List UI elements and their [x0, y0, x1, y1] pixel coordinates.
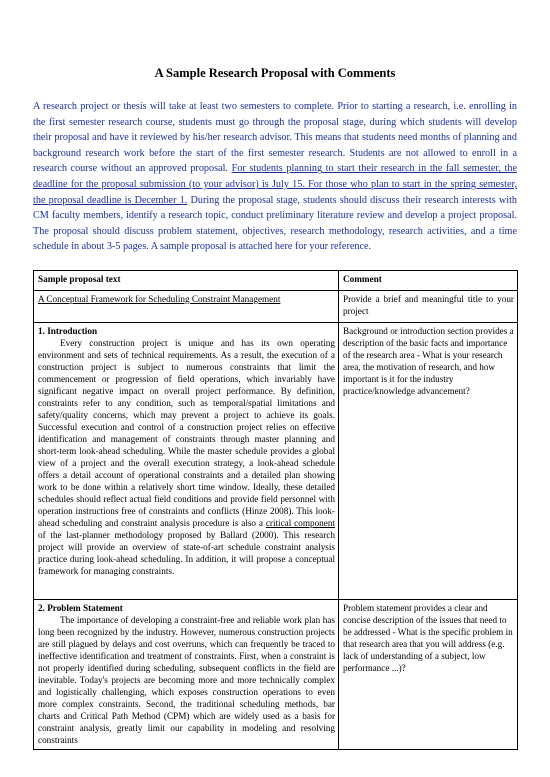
deadline-text: For students planning to start their research in the fall semester, the deadline for the proposal submission (to your advisor) is July 15. For those who plan to start in the spring semester, the proposal deadline is December 1.: [33, 163, 517, 206]
problem-statement-text: The importance of developing a constraint-free and reliable work plan has long been recognized by the industry. However, numerous construction projects are still plagued by delays and cost overruns, which can frequently be traced to ineffective identification and treatment of constraints. First, when a constraint is not properly identified during scheduling, subsequent conflicts in the field are inevitable. Today's projects are becoming more and more technically complex and logistically challenging, which exposes construction operations to even more complex constraints. Second, the traditional scheduling methods, bar charts and Critical Path Method (CPM) which are widely used as a basis for constraint analysis, greatly limit our capability in modeling and resolving constraints: [38, 615, 335, 745]
sample-title: A Conceptual Framework for Scheduling Constraint Management: [38, 294, 281, 304]
document-title: A Sample Research Proposal with Comments: [154, 66, 396, 80]
problem-statement-comment: Problem statement provides a clear and concise description of the issues that need to be addressed - What is the specific problem in that research area that you will address (e.g. lack of understanding of a subject, low performance ...)?: [339, 600, 518, 750]
table-row: [34, 291, 518, 323]
problem-statement-cell: [34, 600, 339, 750]
introduction-text-b: of the last-planner methodology proposed by Ballard (2000). This research project will provide an overview of state-of-art schedule constraint analysis practice during look-ahead scheduling. In addition, it will propose a conceptual framework for managing constraints.: [38, 530, 335, 576]
critical-component-link: critical component: [265, 518, 336, 528]
title-comment: Provide a brief and meaningful title to your project: [339, 291, 518, 323]
intro-paragraph: [33, 99, 517, 255]
introduction-text-a: Every construction project is unique and has its own operating environment and sets of technical requirements. As a result, the execution of a construction project is subject to numerous constraints that limit the commencement or progression of field operations, which invariably have significant negative impact on overall project performance. By definition, constraints refer to any condition, such as temporal/spatial limitations and safety/quality concerns, which may prevent a project to achieve its goals. Successful execution and control of a construction project relies on effective identification and management of constraints through master planning and short-term look-ahead scheduling. While the master schedule provides a global view of a project and the overall execution strategy, a look-ahead schedule offers a detail account of operational constraints and a detailed plan showing work to be done within a relatively short time window. Ideally, these detailed schedules should reflect actual field conditions and provide field personnel with operation instructions free of constraints and conflicts (Hinze 2008). This look-ahead scheduling and constraint analysis procedure is also a: [38, 338, 335, 528]
introduction-cell: [34, 323, 339, 600]
introduction-comment: Background or introduction section provides a description of the basic facts and importance of the research area - What is your research area, the motivation of research, and how important is it for the industry practice/knowledge advancement?: [339, 323, 518, 600]
introduction-heading: 1. Introduction: [38, 326, 98, 336]
sample-title-cell: [34, 291, 339, 323]
intro-text-part1: A research project or thesis will take at least two semesters to complete. Prior to starting a research, i.e. enrolling in the first semester research course, students must go through the proposal stage, during which students will develop their proposal and have it reviewed by his/her research advisor. This means that students need months of planning and background research work before the start of the first semester research. Students are not allowed to enroll in a research course without an approved proposal.: [33, 101, 517, 175]
problem-statement-heading: 2. Problem Statement: [38, 603, 123, 613]
header-sample-text: Sample proposal text: [34, 271, 339, 291]
proposal-comment-table: [33, 270, 518, 750]
table-header-row: [34, 271, 518, 291]
intro-text-part3: During the proposal stage, students should discuss their research interests with CM faculty members, identify a research topic, conduct preliminary literature review and develop a project proposal. The proposal should discuss problem statement, objectives, research methodology, research activities, and a time schedule in about 3-5 pages. A sample proposal is attached here for your reference.: [33, 194, 517, 253]
table-row: [34, 600, 518, 750]
table-row: [34, 323, 518, 600]
introduction-text: [38, 337, 335, 577]
header-comment: Comment: [339, 271, 518, 291]
